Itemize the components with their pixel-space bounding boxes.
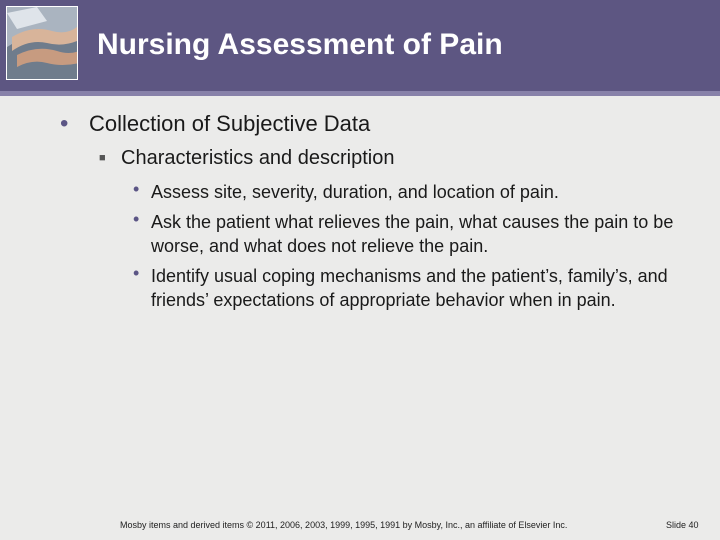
bullet-level2: Characteristics and description: [121, 147, 395, 169]
slide-number: Slide 40: [666, 520, 699, 530]
hands-photo-icon: [6, 6, 78, 80]
bullet-square-icon: ■: [99, 152, 106, 164]
slide-title: Nursing Assessment of Pain: [97, 28, 503, 61]
header-divider: [0, 91, 720, 96]
bullet-dot-icon: •: [133, 209, 140, 229]
bullet-level3-item: Ask the patient what relieves the pain, what causes the pain to be worse, and what does not relieve the pain.: [151, 212, 674, 256]
bullet-level3-item: Identify usual coping mechanisms and the patient’s, family’s, and friends’ expectations of appropriate behavior when in pain.: [151, 266, 668, 310]
bullet-dot-icon: •: [133, 179, 140, 199]
footer-copyright: Mosby items and derived items © 2011, 2006, 2003, 1999, 1995, 1991 by Mosby, Inc., an affiliate of Elsevier Inc.: [120, 520, 568, 530]
bullet-level1: Collection of Subjective Data: [89, 111, 371, 136]
bullet-level3-item: Assess site, severity, duration, and location of pain.: [151, 182, 559, 202]
slide-header: [0, 0, 720, 96]
bullet-dot-icon: •: [60, 110, 69, 137]
bullet-dot-icon: •: [133, 263, 140, 283]
